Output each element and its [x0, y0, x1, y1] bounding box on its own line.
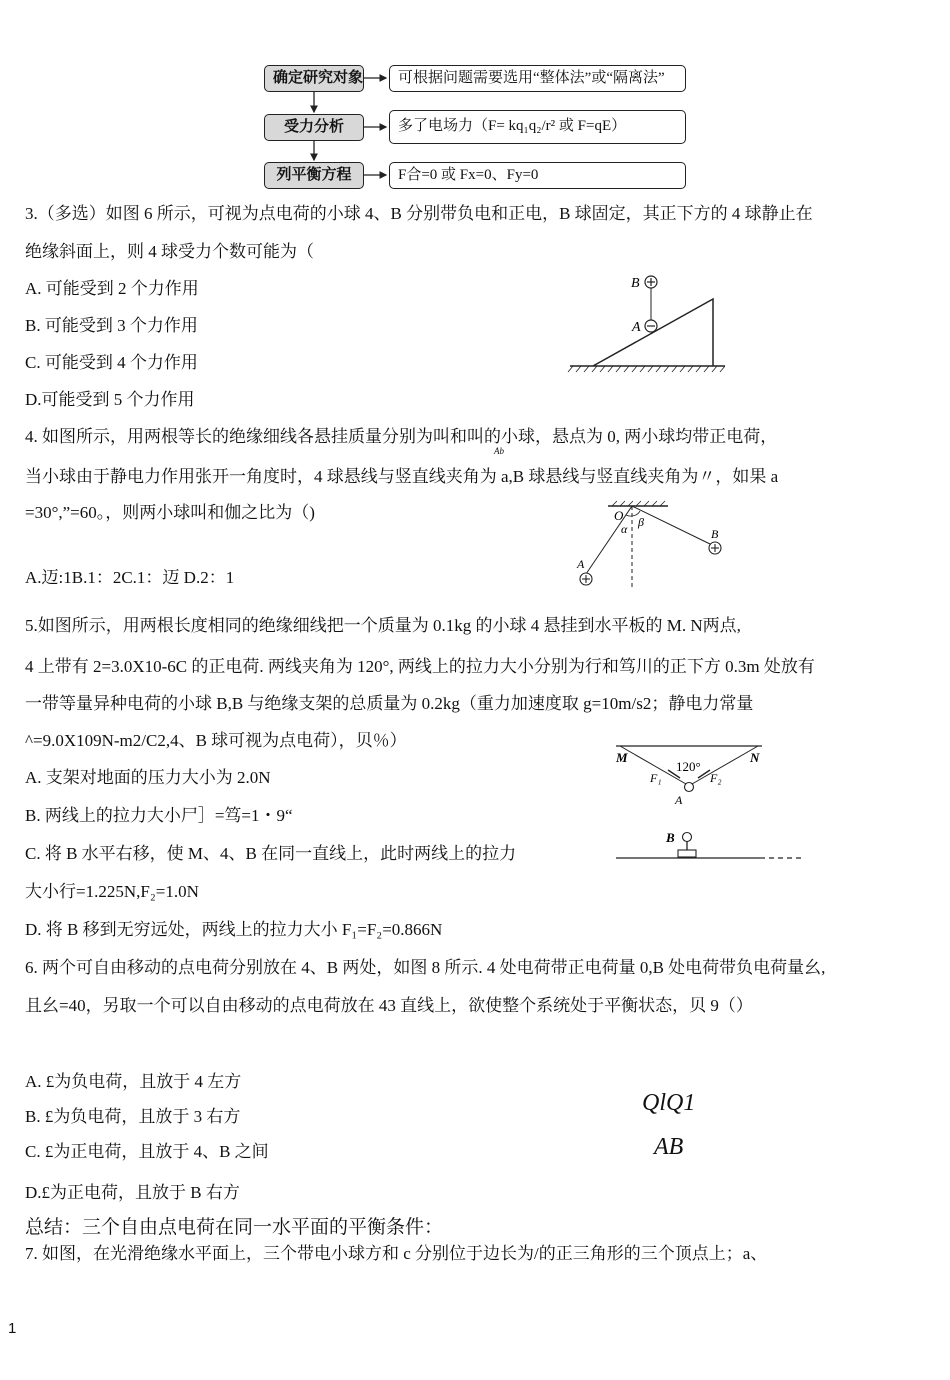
q4-stem-line3: =30°,”=60。，则两小球叫和伽之比为（)	[25, 503, 315, 522]
q3-stem-line2: 绝缘斜面上，则 4 球受力个数可能为（	[25, 242, 314, 261]
q5-option-c-line1: C. 将 B 水平右移，使 M、4、B 在同一直线上，此时两线上的拉力	[25, 844, 517, 863]
q5-stem-line2: 4 上带有 2=3.0X10-6C 的正电荷. 两线夹角为 120°, 两线上的拉力大小分别为行和笃川的正下方 0.3m 处放有	[25, 657, 815, 676]
q5-stem-line1: 5.如图所示，用两根长度相同的绝缘细线把一个质量为 0.1kg 的小球 4 悬挂到水平板的 M. N两点,	[25, 616, 741, 635]
q5-option-d: D. 将 B 移到无穷远处，两线上的拉力大小 F₁=F₂=0.866N	[25, 920, 443, 939]
q5-fig-label-a: A	[675, 793, 683, 807]
q5-option-b: B. 两线上的拉力大小尸］=笃=1・9“	[25, 806, 293, 825]
q3-option-a: A. 可能受到 2 个力作用	[25, 279, 199, 298]
q3-stem-line1: 3.（多选）如图 6 所示，可视为点电荷的小球 4、B 分别带负电和正电，B 球固定，其正下方的 4 球静止在	[25, 204, 813, 223]
flow-step-2-label: 受力分析	[264, 114, 364, 141]
q7-stem-line1: 7. 如图，在光滑绝缘水平面上，三个带电小球方和 c 分别位于边长为/的正三角形的三个顶点上；a、	[25, 1244, 768, 1263]
q3-option-b: B. 可能受到 3 个力作用	[25, 316, 198, 335]
flow-step-3-label: 列平衡方程	[264, 162, 364, 189]
q4-fig-label-o: O	[614, 508, 624, 523]
q6-stem-line2: 且幺=40，另取一个可以自由移动的点电荷放在 43 直线上，欲使整个系统处于平衡状态，贝 9（）	[25, 996, 753, 1015]
q6-stem-line1: 6. 两个可自由移动的点电荷分别放在 4、B 两处，如图 8 所示. 4 处电荷带正电荷量 0,B 处电荷带负电荷量幺,	[25, 958, 826, 977]
flow-step-3-desc: F合=0 或 Fx=0、Fy=0	[389, 162, 686, 189]
q5-option-c-line2: 大小行=1.225N,F₂=1.0N	[25, 882, 199, 901]
q4-fig-label-a: A	[577, 557, 585, 571]
q3-option-d: D.可能受到 5 个力作用	[25, 390, 195, 409]
q5-fig-label-m: M	[616, 750, 628, 765]
q3-fig-label-b: B	[631, 276, 640, 291]
q5-suspension-figure	[610, 738, 810, 868]
flow-step-1-label: 确定研究对象	[264, 65, 364, 92]
q5-fig-label-f1: F₁	[650, 771, 662, 785]
q6-option-b: B. £为负电荷，且放于 3 右方	[25, 1107, 241, 1126]
q4-stem-line1: 4. 如图所示，用两根等长的绝缘细线各悬挂质量分别为叫和叫的小球，悬点为 0, 两小球均带正电荷，	[25, 427, 778, 446]
q4-subscript-ab: Ab	[494, 446, 504, 456]
q5-fig-label-b: B	[666, 830, 675, 845]
q5-option-a: A. 支架对地面的压力大小为 2.0N	[25, 768, 271, 787]
q4-options: A.迈:1B.1：2C.1：迈 D.2：1	[25, 568, 235, 587]
q5-stem-line3: 一带等量异种电荷的小球 B,B 与绝缘支架的总质量为 0.2kg（重力加速度取 g=10m/s2；静电力常量	[25, 694, 754, 713]
summary-heading: 总结：三个自由点电荷在同一水平面的平衡条件：	[25, 1216, 444, 1238]
flowchart-arrows	[300, 60, 400, 200]
page-number: 1	[8, 1320, 17, 1337]
q5-fig-label-f2: F₂	[710, 771, 722, 785]
q4-stem-line2: 当小球由于静电力作用张开一角度时，4 球悬线与竖直线夹角为 a,B 球悬线与竖直线夹角为〃，如果 a	[25, 467, 779, 486]
q4-fig-label-alpha: α	[621, 522, 628, 536]
q6-fig-charges: QlQ1	[642, 1090, 696, 1116]
flow-step-2-desc: 多了电场力（F= kq₁q₂/r² 或 F=qE）	[389, 110, 686, 144]
q6-option-a: A. £为负电荷，且放于 4 左方	[25, 1072, 242, 1091]
q4-pendulum-figure	[568, 500, 738, 595]
q5-fig-label-n: N	[750, 750, 760, 765]
q5-fig-label-angle: 120°	[676, 759, 701, 774]
q3-incline-figure	[565, 268, 725, 378]
q4-fig-label-beta: β	[638, 515, 644, 529]
q4-fig-label-b: B	[711, 527, 719, 541]
q6-option-c: C. £为正电荷，且放于 4、B 之间	[25, 1142, 269, 1161]
q3-option-c: C. 可能受到 4 个力作用	[25, 353, 198, 372]
q6-fig-points: AB	[654, 1134, 684, 1160]
q3-fig-label-a: A	[632, 320, 641, 335]
q6-option-d: D.£为正电荷，且放于 B 右方	[25, 1183, 240, 1202]
flow-step-1-desc: 可根据问题需要选用“整体法”或“隔离法”	[389, 65, 686, 92]
q5-stem-line4: ^=9.0X109N-m2/C2,4、B 球可视为点电荷），贝％）	[25, 731, 407, 750]
